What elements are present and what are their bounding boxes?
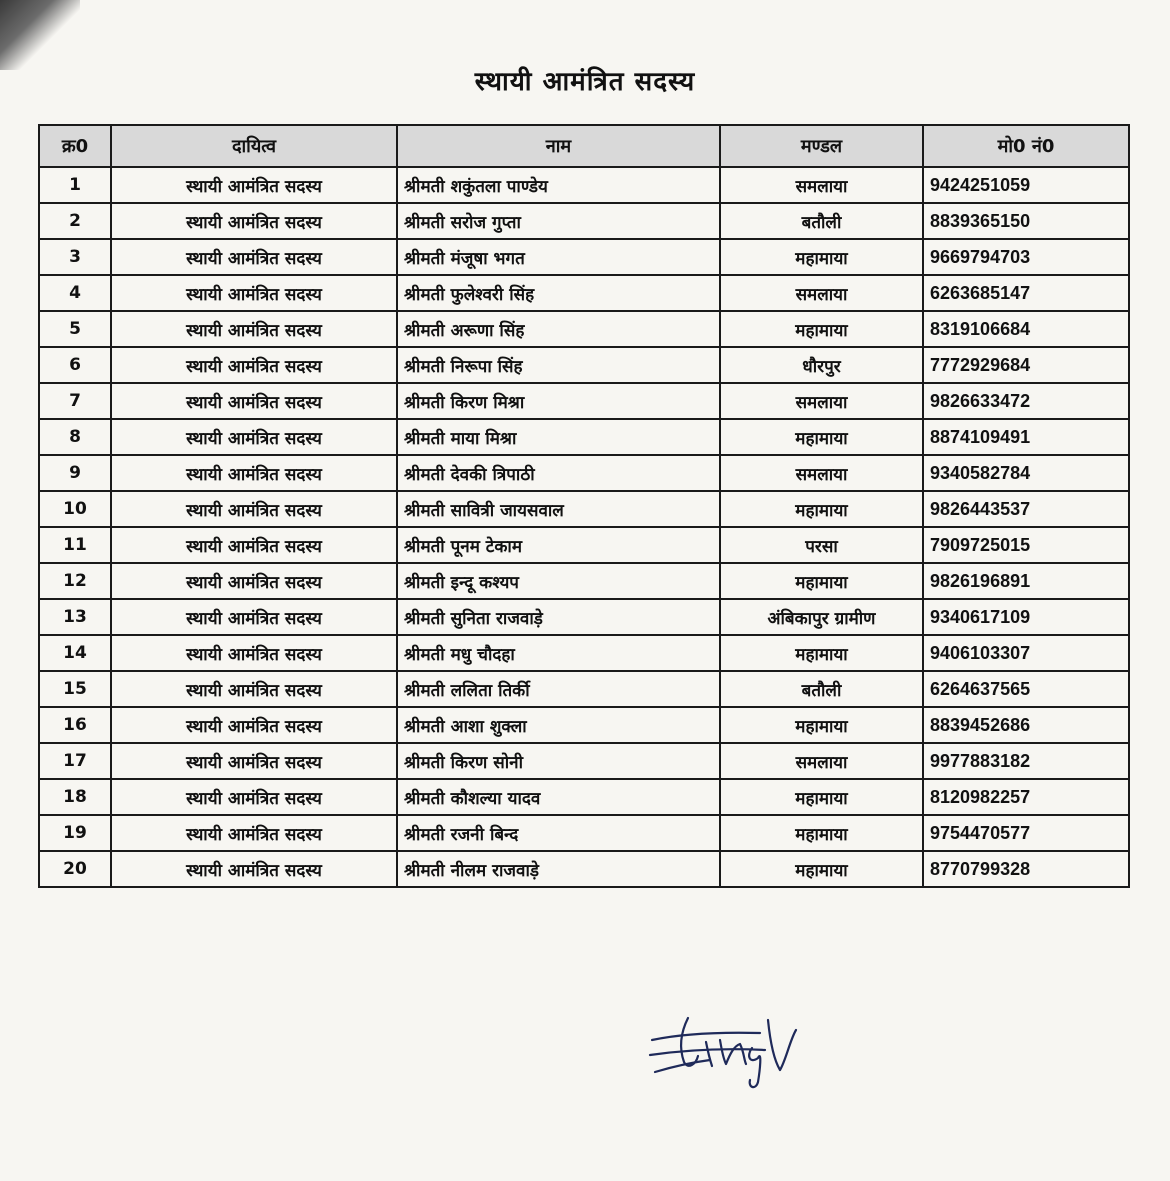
table-row: [39, 419, 1129, 455]
cell-role: स्थायी आमंत्रित सदस्य: [111, 383, 397, 419]
cell-mobile: 9826196891: [923, 563, 1129, 599]
cell-role: स्थायी आमंत्रित सदस्य: [111, 491, 397, 527]
cell-mobile: 9406103307: [923, 635, 1129, 671]
cell-serial: 2: [39, 203, 111, 239]
table-row: [39, 203, 1129, 239]
table-row: [39, 455, 1129, 491]
header-mobile: मो0 नं0: [923, 125, 1129, 167]
cell-name: श्रीमती शकुंतला पाण्डेय: [397, 167, 720, 203]
cell-mobile: 9826633472: [923, 383, 1129, 419]
cell-mandal: महामाया: [720, 311, 923, 347]
cell-mandal: महामाया: [720, 815, 923, 851]
cell-mandal: अंबिकापुर ग्रामीण: [720, 599, 923, 635]
cell-role: स्थायी आमंत्रित सदस्य: [111, 527, 397, 563]
table-row: [39, 743, 1129, 779]
cell-mandal: समलाया: [720, 455, 923, 491]
header-mandal: मण्डल: [720, 125, 923, 167]
table-row: [39, 491, 1129, 527]
cell-role: स्थायी आमंत्रित सदस्य: [111, 743, 397, 779]
table-row: [39, 851, 1129, 887]
header-role: दायित्व: [111, 125, 397, 167]
cell-mandal: महामाया: [720, 635, 923, 671]
table-row: [39, 311, 1129, 347]
cell-role: स्थायी आमंत्रित सदस्य: [111, 599, 397, 635]
cell-serial: 16: [39, 707, 111, 743]
table-row: [39, 671, 1129, 707]
cell-mandal: बतौली: [720, 203, 923, 239]
cell-mobile: 9977883182: [923, 743, 1129, 779]
page-corner-shadow: [0, 0, 80, 70]
cell-name: श्रीमती देवकी त्रिपाठी: [397, 455, 720, 491]
cell-role: स्थायी आमंत्रित सदस्य: [111, 167, 397, 203]
cell-serial: 3: [39, 239, 111, 275]
cell-role: स्थायी आमंत्रित सदस्य: [111, 635, 397, 671]
cell-role: स्थायी आमंत्रित सदस्य: [111, 455, 397, 491]
cell-name: श्रीमती निरूपा सिंह: [397, 347, 720, 383]
table-row: [39, 167, 1129, 203]
cell-name: श्रीमती ललिता तिर्की: [397, 671, 720, 707]
cell-mandal: महामाया: [720, 707, 923, 743]
cell-serial: 10: [39, 491, 111, 527]
cell-mandal: धौरपुर: [720, 347, 923, 383]
cell-mobile: 9340617109: [923, 599, 1129, 635]
cell-serial: 19: [39, 815, 111, 851]
cell-name: श्रीमती सावित्री जायसवाल: [397, 491, 720, 527]
cell-mobile: 9424251059: [923, 167, 1129, 203]
cell-serial: 11: [39, 527, 111, 563]
table-row: [39, 779, 1129, 815]
cell-serial: 8: [39, 419, 111, 455]
cell-role: स्थायी आमंत्रित सदस्य: [111, 311, 397, 347]
cell-role: स्थायी आमंत्रित सदस्य: [111, 347, 397, 383]
cell-role: स्थायी आमंत्रित सदस्य: [111, 815, 397, 851]
cell-name: श्रीमती कौशल्या यादव: [397, 779, 720, 815]
cell-mandal: समलाया: [720, 743, 923, 779]
header-serial: क्र0: [39, 125, 111, 167]
cell-name: श्रीमती आशा शुक्ला: [397, 707, 720, 743]
cell-serial: 4: [39, 275, 111, 311]
cell-role: स्थायी आमंत्रित सदस्य: [111, 239, 397, 275]
cell-serial: 20: [39, 851, 111, 887]
header-name: नाम: [397, 125, 720, 167]
cell-role: स्थायी आमंत्रित सदस्य: [111, 275, 397, 311]
cell-name: श्रीमती रजनी बिन्द: [397, 815, 720, 851]
table-row: [39, 239, 1129, 275]
cell-name: श्रीमती मधु चौदहा: [397, 635, 720, 671]
cell-mobile: 9826443537: [923, 491, 1129, 527]
cell-mobile: 6263685147: [923, 275, 1129, 311]
cell-mobile: 8770799328: [923, 851, 1129, 887]
cell-serial: 6: [39, 347, 111, 383]
table-row: [39, 527, 1129, 563]
table-row: [39, 563, 1129, 599]
cell-serial: 13: [39, 599, 111, 635]
cell-mobile: 8839365150: [923, 203, 1129, 239]
cell-serial: 18: [39, 779, 111, 815]
cell-name: श्रीमती माया मिश्रा: [397, 419, 720, 455]
cell-mandal: महामाया: [720, 419, 923, 455]
cell-role: स्थायी आमंत्रित सदस्य: [111, 671, 397, 707]
cell-name: श्रीमती किरण सोनी: [397, 743, 720, 779]
cell-name: श्रीमती सरोज गुप्ता: [397, 203, 720, 239]
cell-mandal: समलाया: [720, 383, 923, 419]
cell-mandal: समलाया: [720, 275, 923, 311]
cell-mobile: 9669794703: [923, 239, 1129, 275]
cell-mobile: 8839452686: [923, 707, 1129, 743]
cell-mobile: 6264637565: [923, 671, 1129, 707]
cell-role: स्थायी आमंत्रित सदस्य: [111, 419, 397, 455]
cell-serial: 7: [39, 383, 111, 419]
cell-serial: 9: [39, 455, 111, 491]
table-row: [39, 815, 1129, 851]
cell-mobile: 9340582784: [923, 455, 1129, 491]
cell-name: श्रीमती फुलेश्वरी सिंह: [397, 275, 720, 311]
cell-role: स्थायी आमंत्रित सदस्य: [111, 779, 397, 815]
cell-name: श्रीमती नीलम राजवाड़े: [397, 851, 720, 887]
cell-name: श्रीमती अरूणा सिंह: [397, 311, 720, 347]
cell-mandal: बतौली: [720, 671, 923, 707]
cell-mobile: 8319106684: [923, 311, 1129, 347]
cell-mandal: महामाया: [720, 491, 923, 527]
cell-role: स्थायी आमंत्रित सदस्य: [111, 563, 397, 599]
cell-mandal: परसा: [720, 527, 923, 563]
cell-name: श्रीमती इन्दू कश्यप: [397, 563, 720, 599]
cell-role: स्थायी आमंत्रित सदस्य: [111, 851, 397, 887]
cell-name: श्रीमती पूनम टेकाम: [397, 527, 720, 563]
table-row: [39, 635, 1129, 671]
members-table: [38, 124, 1130, 888]
cell-mobile: 7909725015: [923, 527, 1129, 563]
cell-name: श्रीमती मंजूषा भगत: [397, 239, 720, 275]
cell-name: श्रीमती किरण मिश्रा: [397, 383, 720, 419]
cell-role: स्थायी आमंत्रित सदस्य: [111, 203, 397, 239]
cell-mandal: महामाया: [720, 851, 923, 887]
cell-mobile: 9754470577: [923, 815, 1129, 851]
table-body: [39, 167, 1129, 887]
cell-serial: 14: [39, 635, 111, 671]
table-row: [39, 383, 1129, 419]
cell-mandal: महामाया: [720, 563, 923, 599]
cell-serial: 1: [39, 167, 111, 203]
cell-mobile: 8120982257: [923, 779, 1129, 815]
table-row: [39, 599, 1129, 635]
cell-name: श्रीमती सुनिता राजवाड़े: [397, 599, 720, 635]
cell-role: स्थायी आमंत्रित सदस्य: [111, 707, 397, 743]
cell-mobile: 8874109491: [923, 419, 1129, 455]
table-row: [39, 347, 1129, 383]
cell-serial: 12: [39, 563, 111, 599]
cell-mandal: महामाया: [720, 239, 923, 275]
cell-mobile: 7772929684: [923, 347, 1129, 383]
cell-serial: 15: [39, 671, 111, 707]
cell-mandal: समलाया: [720, 167, 923, 203]
signature-image: [640, 1000, 820, 1100]
cell-mandal: महामाया: [720, 779, 923, 815]
cell-serial: 5: [39, 311, 111, 347]
table-header-row: [39, 125, 1129, 167]
page-title: स्थायी आमंत्रित सदस्य: [474, 67, 696, 97]
table-row: [39, 707, 1129, 743]
table-row: [39, 275, 1129, 311]
cell-serial: 17: [39, 743, 111, 779]
